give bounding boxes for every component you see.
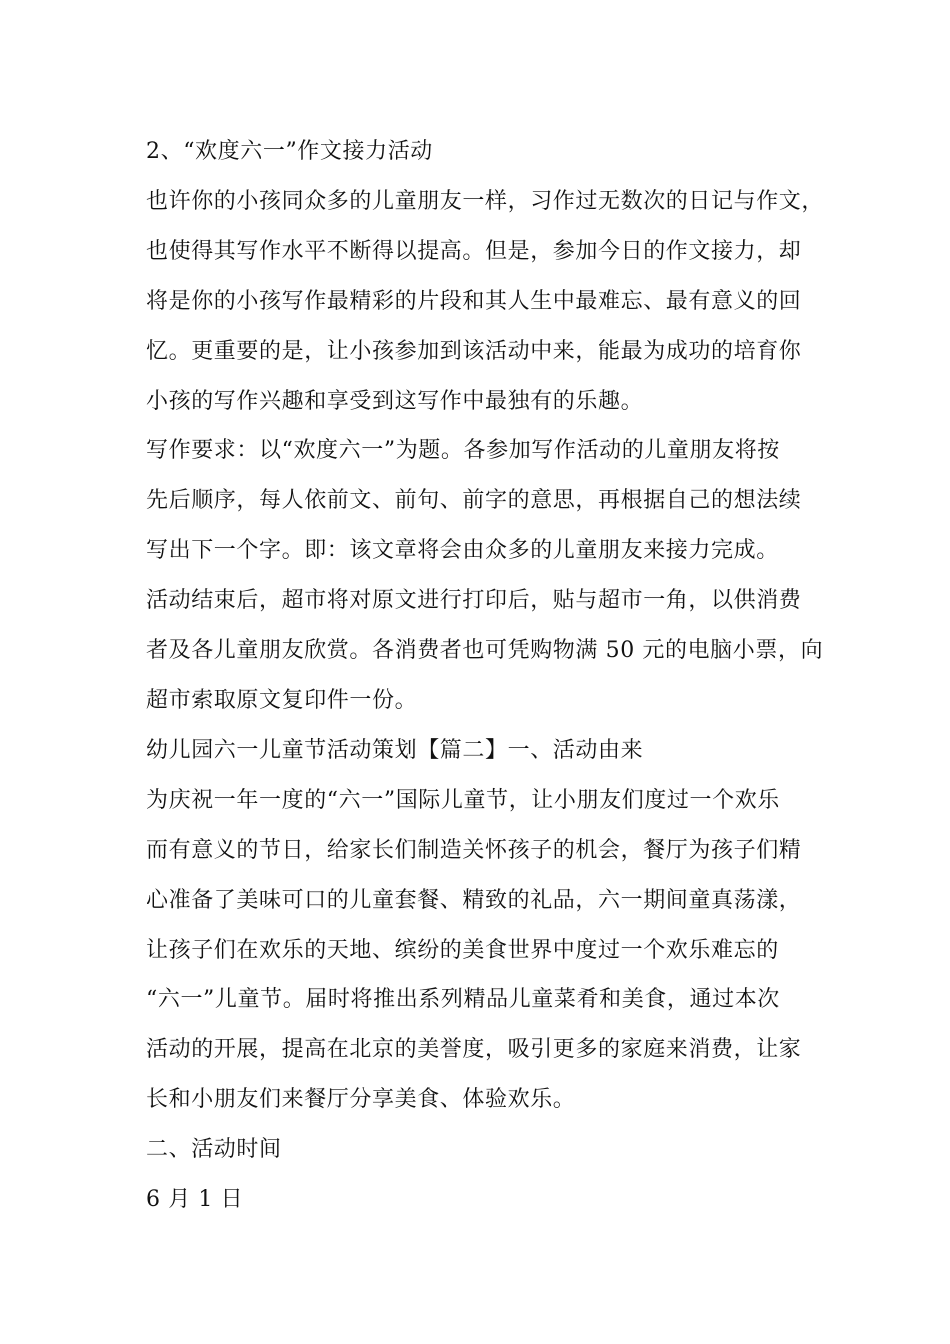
paragraph-line: 也许你的小孩同众多的儿童朋友一样，习作过无数次的日记与作文， bbox=[146, 189, 825, 214]
paragraph-line: 让孩子们在欢乐的天地、缤纷的美食世界中度过一个欢乐难忘的 bbox=[146, 938, 779, 963]
paragraph-line: 长和小朋友们来餐厅分享美食、体验欢乐。 bbox=[146, 1087, 576, 1112]
paragraph-line: 写出下一个字。即：该文章将会由众多的儿童朋友来接力完成。 bbox=[146, 538, 779, 563]
paragraph-line: “六一”儿童节。届时将推出系列精品儿童菜肴和美食，通过本次 bbox=[146, 987, 780, 1012]
paragraph-line: 活动结束后，超市将对原文进行打印后，贴与超市一角，以供消费 bbox=[146, 588, 802, 613]
paragraph-line: 活动的开展，提高在北京的美誉度，吸引更多的家庭来消费，让家 bbox=[146, 1037, 802, 1062]
paragraph-line: 心准备了美味可口的儿童套餐、精致的礼品，六一期间童真荡漾， bbox=[146, 888, 802, 913]
section-heading-essay-relay: 2、“欢度六一”作文接力活动 bbox=[146, 139, 433, 164]
paragraph-line: 超市索取原文复印件一份。 bbox=[146, 688, 418, 713]
section-heading-plan-two: 幼儿园六一儿童节活动策划【篇二】一、活动由来 bbox=[146, 738, 644, 763]
section-heading-activity-time: 二、活动时间 bbox=[146, 1137, 282, 1162]
paragraph-line: 者及各儿童朋友欣赏。各消费者也可凭购物满 50 元的电脑小票，向 bbox=[146, 638, 824, 663]
paragraph-line: 忆。更重要的是，让小孩参加到该活动中来，能最为成功的培育你 bbox=[146, 339, 802, 364]
paragraph-line: 而有意义的节日，给家长们制造关怀孩子的机会，餐厅为孩子们精 bbox=[146, 838, 802, 863]
paragraph-line: 小孩的写作兴趣和享受到这写作中最独有的乐趣。 bbox=[146, 389, 644, 414]
paragraph-line: 为庆祝一年一度的“六一”国际儿童节，让小朋友们度过一个欢乐 bbox=[146, 788, 780, 813]
paragraph-line: 也使得其写作水平不断得以提高。但是，参加今日的作文接力，却 bbox=[146, 239, 802, 264]
activity-date: 6 月 1 日 bbox=[146, 1187, 244, 1212]
paragraph-line: 将是你的小孩写作最精彩的片段和其人生中最难忘、最有意义的回 bbox=[146, 289, 802, 314]
paragraph-line: 写作要求：以“欢度六一”为题。各参加写作活动的儿童朋友将按 bbox=[146, 438, 780, 463]
paragraph-line: 先后顺序，每人依前文、前句、前字的意思，再根据自己的想法续 bbox=[146, 488, 802, 513]
